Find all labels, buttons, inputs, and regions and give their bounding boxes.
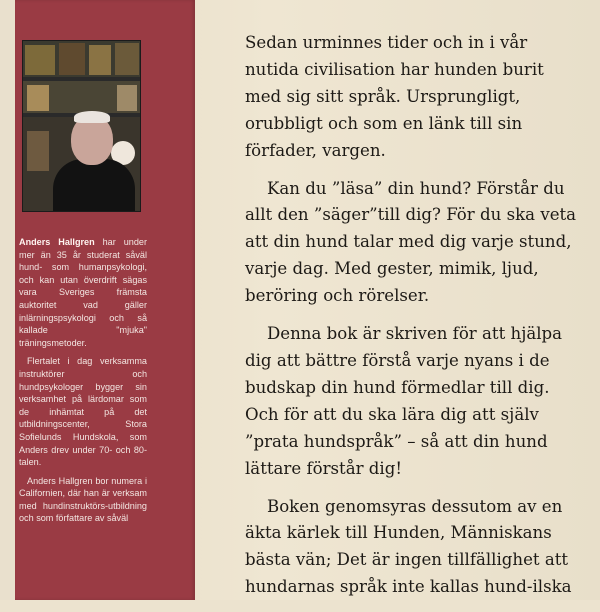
book-cover-image bbox=[115, 43, 139, 75]
bio-paragraph-1 bbox=[19, 236, 147, 349]
book-cover-image bbox=[27, 85, 49, 111]
book-cover-image bbox=[25, 45, 55, 75]
author-name: Anders Hallgren bbox=[19, 237, 95, 247]
blurb-paragraph-1: Sedan urminnes tider och in i vår nutida civilisation har hunden burit med sig sitt språk. Ursprungligt, orubbligt och som en länk till sin förfader, vargen. bbox=[245, 33, 544, 160]
author-photo bbox=[22, 40, 141, 212]
bio-paragraph-2: Flertalet i dag verksamma instruktörer och hundpsykologer bygger sin verksamhet på lärdomar som de inhämtat på det utbildningscenter, Stora Sofielunds Hundskola, som Anders drev under 70- och 80-talen. bbox=[19, 356, 147, 468]
author-bio bbox=[19, 236, 147, 531]
cover-edge bbox=[0, 0, 15, 600]
book-cover-image bbox=[89, 45, 111, 75]
book-cover-image bbox=[27, 131, 49, 171]
blurb-paragraph-4: Boken genomsyras dessutom av en äkta kärlek till Hunden, Människans bästa vän; Det är ingen tillfällighet att hundarnas språk inte kallas hund-ilska bbox=[245, 496, 572, 597]
bio-paragraph-3: Anders Hallgren bor numera i Californien, där han är verksam med hundinstruktörs-utbildning och som författare av såväl bbox=[19, 475, 147, 524]
person-body bbox=[53, 159, 135, 212]
person-hair bbox=[74, 111, 110, 123]
blurb-paragraph-3: Denna bok är skriven för att hjälpa dig att bättre förstå varje nyans i de budskap din hund förmedlar till dig. Och för att du ska lära dig att själv ”prata hundspråk” – så att din hund lättare förstår dig! bbox=[245, 324, 563, 478]
bio-paragraph-1-text: har under mer än 35 år studerat såväl hund- som humanpsykologi, och kan utan överdrift sägas vara Sveriges främsta auktoritet vad gäller inlärningspsykologi och så kallade "mjuka" träningsmetoder. bbox=[19, 237, 147, 348]
cover-blurb bbox=[245, 30, 585, 612]
blurb-paragraph-2: Kan du ”läsa” din hund? Förstår du allt den ”säger”till dig? För du ska veta att din hund talar med dig varje stund, varje dag. Med gester, mimik, ljud, beröring och rörelser. bbox=[245, 178, 577, 306]
book-cover-image bbox=[59, 43, 85, 75]
book-cover-image bbox=[117, 85, 137, 111]
